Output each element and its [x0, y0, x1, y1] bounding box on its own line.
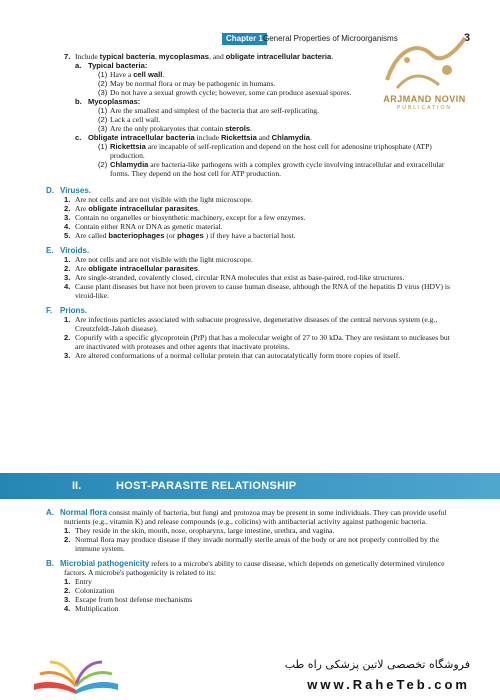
store-url: www.RaheTeb.com	[307, 677, 470, 692]
list-item	[64, 351, 459, 360]
item-number: 1.	[64, 195, 71, 204]
list-item	[64, 142, 459, 160]
text: .	[331, 52, 334, 61]
section-title: Microbial pathogenicity	[60, 559, 150, 568]
text: Are not cells and are not visible with the light microscope.	[75, 195, 253, 204]
text: Lack a cell wall.	[110, 115, 161, 124]
text: Are not cells and are not visible with the light microscope.	[75, 255, 253, 264]
text: refers to a microbe's ability to cause disease, which depends on genetically determined virulence factors. A microbe's pathogenicity is related to its:	[64, 559, 445, 577]
list-item	[64, 195, 459, 204]
section-number: II.	[72, 480, 82, 492]
term: Rickettsia	[220, 133, 257, 142]
main-content	[46, 52, 459, 360]
list-item	[64, 160, 459, 178]
list-item	[64, 79, 459, 88]
text: Copurify with a specific glycoprotein (PrP) that has a molecular weight of 27 to 30 kDa. They are resistant to nucleases but are inactivated with proteases and other agents that inactivate proteins.	[75, 333, 450, 351]
text: Are	[75, 264, 89, 273]
text: Have a	[110, 70, 134, 79]
list-item	[64, 535, 459, 553]
term: obligate intracellular parasites	[88, 204, 199, 213]
sub-title: Obligate intracellular bacteria	[88, 133, 195, 142]
section-banner	[0, 473, 500, 499]
item-number: 1.	[64, 577, 71, 586]
item-number: 2.	[64, 535, 71, 544]
open-book-icon	[30, 656, 122, 696]
logo-subtitle: PUBLICATION	[397, 105, 452, 111]
item-number: 1.	[64, 315, 71, 324]
item-number: (3)	[98, 124, 108, 133]
sub-label: a.	[75, 61, 82, 70]
item-number: 3.	[64, 273, 71, 282]
text: .	[162, 70, 165, 79]
text: Contain no organelles or biosynthetic machinery, except for a few enzymes.	[75, 213, 306, 222]
text: Do not have a sexual growth cycle; however, some can produce asexual spores.	[110, 88, 352, 97]
sub-label: c.	[75, 133, 82, 142]
item-number: 2.	[64, 204, 71, 213]
item-number: 5.	[64, 231, 71, 240]
list-item	[64, 106, 459, 115]
text: Are single-stranded, covalently closed, circular RNA molecules that exist as base-paired, rod-like structures.	[75, 273, 405, 282]
text: ) if they have a bacterial host.	[203, 231, 296, 240]
term: Chlamydia	[110, 160, 149, 169]
term: sterols	[225, 124, 251, 133]
list-item	[64, 222, 459, 231]
section-title: HOST-PARASITE RELATIONSHIP	[116, 480, 297, 492]
text: Normal flora may produce disease if they invade normally sterile areas of the body or are not properly controlled by the immune system.	[75, 535, 439, 553]
term: typical bacteria	[99, 52, 155, 61]
text: Are the only prokaryotes that contain	[110, 124, 226, 133]
list-item	[64, 124, 459, 133]
term: Chlamydia	[271, 133, 310, 142]
chapter-tag: Chapter 1	[222, 33, 267, 45]
text: Escape from host defense mechanisms	[75, 595, 193, 604]
section-2-content	[46, 508, 459, 613]
text: Multiplication	[75, 604, 119, 613]
text: May be normal flora or may be pathogenic in humans.	[110, 79, 276, 88]
text: .	[250, 124, 252, 133]
section-letter: B.	[46, 559, 54, 568]
text: , and	[209, 52, 226, 61]
sub-label: b.	[75, 97, 82, 106]
section-title: Viroids.	[60, 246, 90, 255]
item-number: (1)	[98, 142, 108, 151]
text: Colonization	[75, 586, 115, 595]
text: consist mainly of bacteria, but fungi and protozoa may be present in some individuals. They can provide useful nutrients (e.g., vitamin K) and release compounds (e.g., colicins) with antibacterial activity against pathogenic bacteria.	[64, 508, 447, 526]
list-item	[64, 115, 459, 124]
list-item	[64, 282, 459, 300]
item-number: (2)	[98, 115, 108, 124]
item-number: 3.	[64, 213, 71, 222]
section-heading-viruses	[46, 186, 459, 195]
term: obligate intracellular parasites	[88, 264, 199, 273]
section-title: Prions.	[60, 306, 88, 315]
term: bacteriophages	[108, 231, 165, 240]
list-item	[64, 273, 459, 282]
list-item	[64, 595, 459, 604]
item-number: (2)	[98, 160, 108, 169]
term: Rickettsia	[110, 142, 146, 151]
section-heading-prions	[46, 306, 459, 315]
list-item	[64, 586, 459, 595]
term: phages	[177, 231, 204, 240]
item-number: (1)	[98, 70, 108, 79]
chapter-title: General Properties of Microorganisms	[263, 34, 398, 43]
text: They reside in the skin, mouth, nose, oropharynx, large intestine, urethra, and vagina.	[75, 526, 335, 535]
subitem-a	[64, 61, 459, 70]
item-number: (2)	[98, 79, 108, 88]
text: Are called	[75, 231, 109, 240]
section-letter: F.	[46, 306, 53, 315]
text: Cause plant diseases but have not been proven to cause human disease, although the RNA of the hepatitis D virus (HDV) is viroid-like.	[75, 282, 450, 300]
text: Are	[75, 204, 89, 213]
text: are incapable of self-replication and depend on the host cell for adenosine triphosphate (ATP) production.	[110, 142, 432, 160]
section-letter: A.	[46, 508, 54, 517]
list-item	[64, 577, 459, 586]
item-number: 2.	[64, 264, 71, 273]
text: are bacteria-like pathogens with a complex growth cycle involving intracellular and extracellular forms. They depend on the host cell for ATP production.	[110, 160, 445, 178]
text: Include	[75, 52, 100, 61]
subitem-c	[64, 133, 459, 142]
text: (or	[164, 231, 178, 240]
section-heading-viroids	[46, 246, 459, 255]
store-name: فروشگاه تخصصی لاتین پزشکی راه طب	[284, 658, 470, 671]
text: Are infectious particles associated with subacute progressive, degenerative diseases of the central nervous system (e.g., Creutzfeldt-Jakob disease).	[75, 315, 438, 333]
section-title: Viruses.	[60, 186, 91, 195]
list-item	[64, 255, 459, 264]
list-item	[64, 264, 459, 273]
text: ,	[154, 52, 159, 61]
list-item	[64, 604, 459, 613]
list-item	[64, 526, 459, 535]
list-item	[64, 315, 459, 333]
text: .	[198, 204, 200, 213]
item-number: 4.	[64, 282, 71, 291]
text: Entry	[75, 577, 92, 586]
text: .	[198, 264, 200, 273]
text: Are the smallest and simplest of the bacteria that are self-replicating.	[110, 106, 319, 115]
item-number: 1.	[64, 526, 71, 535]
term: obligate intracellular bacteria	[225, 52, 332, 61]
sub-title: Mycoplasmas:	[88, 97, 141, 106]
logo-name: ARJMAND NOVIN	[383, 94, 466, 104]
item-7	[64, 52, 459, 61]
section-letter: D.	[46, 186, 54, 195]
list-item	[64, 333, 459, 351]
item-number: 1.	[64, 255, 71, 264]
page-number: 3	[463, 32, 470, 44]
list-item	[64, 213, 459, 222]
item-number: 7.	[64, 52, 71, 61]
text: include	[194, 133, 221, 142]
normal-flora-paragraph	[46, 508, 459, 526]
item-number: 4.	[64, 222, 71, 231]
item-number: 2.	[64, 333, 71, 342]
item-number: (3)	[98, 88, 108, 97]
sub-title: Typical bacteria:	[88, 61, 148, 70]
item-number: 3.	[64, 351, 71, 360]
section-letter-heading	[46, 559, 149, 568]
list-item	[64, 88, 459, 97]
item-number: 2.	[64, 586, 71, 595]
pathogenicity-paragraph	[46, 559, 459, 577]
item-number: 3.	[64, 595, 71, 604]
subitem-b	[64, 97, 459, 106]
term: mycoplasmas	[158, 52, 209, 61]
text: Are altered conformations of a normal cellular protein that can autocatalytically form more copies of itself.	[75, 351, 401, 360]
text: Contain either RNA or DNA as genetic material.	[75, 222, 223, 231]
footer-branding	[0, 648, 500, 700]
section-title: Normal flora	[60, 508, 108, 517]
list-item	[64, 70, 459, 79]
term: cell wall	[133, 70, 163, 79]
item-number: 4.	[64, 604, 71, 613]
list-item	[64, 204, 459, 213]
section-letter: E.	[46, 246, 54, 255]
text: and	[256, 133, 272, 142]
item-number: (1)	[98, 106, 108, 115]
section-letter-heading	[46, 508, 107, 517]
list-item	[64, 231, 459, 240]
text: .	[310, 133, 312, 142]
